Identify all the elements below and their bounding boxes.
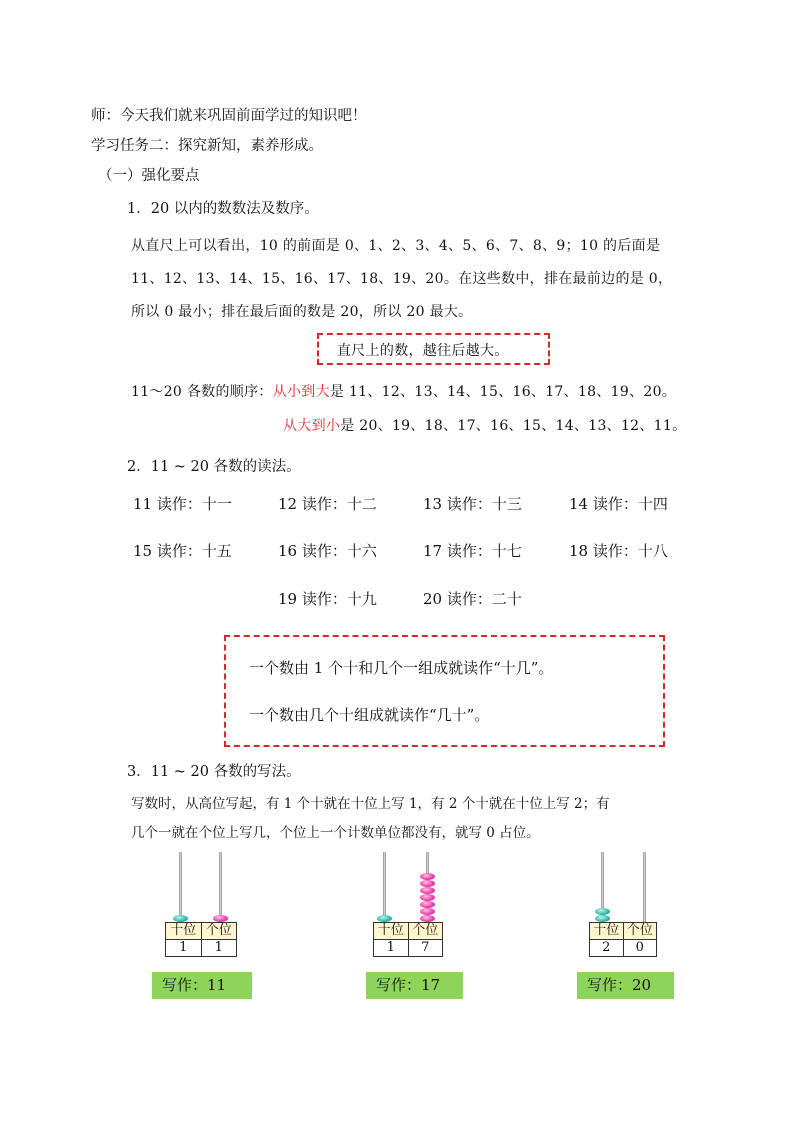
ones-bead (420, 887, 435, 894)
ones-header: 个位 (201, 923, 237, 940)
ones-rod (219, 852, 222, 922)
reading-rule-2: 一个数由几个十组成就读作“几十”。 (249, 706, 490, 724)
ones-rod (643, 852, 646, 922)
reading-18: 18 读作：十八 (569, 542, 668, 560)
order-ascending-line (131, 381, 676, 401)
reading-14: 14 读作：十四 (569, 495, 668, 513)
ones-header: 个位 (408, 923, 443, 940)
ascending-label: 从小到大 (272, 384, 330, 400)
ones-bead (420, 901, 435, 908)
tens-rod (383, 852, 386, 922)
item1-title: 1．20 以内的数数法及数序。 (127, 201, 319, 217)
written-label: 写作：17 (366, 972, 463, 999)
item1-para-line1: 从直尺上可以看出，10 的前面是 0、1、2、3、4、5、6、7、8、9；10 的后面是 (131, 238, 661, 254)
tens-bead (173, 915, 188, 922)
ones-bead (213, 915, 228, 922)
place-value-table (373, 922, 443, 957)
reading-19: 19 读作：十九 (278, 590, 377, 608)
section-heading: （一）强化要点 (98, 168, 200, 184)
ones-digit: 7 (408, 940, 443, 957)
ones-bead (420, 915, 435, 922)
item1-para-line3: 所以 0 最小；排在最后面的数是 20，所以 20 最大。 (131, 304, 473, 320)
ones-digit: 0 (623, 940, 657, 957)
tens-bead (377, 915, 392, 922)
tens-digit: 1 (166, 940, 202, 957)
item2-title: 2．11 ~ 20 各数的读法。 (127, 459, 301, 475)
written-label: 写作：20 (577, 972, 674, 999)
ones-header: 个位 (623, 923, 657, 940)
descending-sequence: 是 20、19、18、17、16、15、14、13、12、11。 (340, 418, 687, 434)
tens-bead (595, 908, 610, 915)
intro-text: 师：今天我们就来巩固前面学过的知识吧！ (91, 108, 367, 124)
ones-bead (420, 873, 435, 880)
order-descending-line (283, 415, 686, 435)
place-value-table (589, 922, 657, 957)
tens-bead (595, 915, 610, 922)
written-label: 写作：11 (152, 972, 252, 999)
reading-rule-1: 一个数由 1 个十和几个一组成就读作“十几”。 (249, 659, 554, 677)
reading-rule-box (224, 635, 665, 747)
item3-title: 3．11 ~ 20 各数的写法。 (127, 764, 301, 780)
reading-16: 16 读作：十六 (278, 542, 377, 560)
reading-17: 17 读作：十七 (423, 542, 522, 560)
tens-header: 十位 (374, 923, 409, 940)
item3-para-line1: 写数时，从高位写起，有 1 个十就在十位上写 1，有 2 个十就在十位上写 2；有 (131, 796, 610, 812)
place-value-table (165, 922, 237, 957)
tens-digit: 1 (374, 940, 409, 957)
tens-rod (179, 852, 182, 922)
ascending-sequence: 是 11、12、13、14、15、16、17、18、19、20。 (329, 384, 677, 400)
reading-12: 12 读作：十二 (278, 495, 377, 513)
ones-bead (420, 894, 435, 901)
ruler-rule-text: 直尺上的数，越往后越大。 (337, 343, 509, 359)
reading-20: 20 读作：二十 (423, 590, 522, 608)
ones-bead (420, 908, 435, 915)
ones-digit: 1 (201, 940, 237, 957)
item1-para-line2: 11、12、13、14、15、16、17、18、19、20。在这些数中，排在最前边的是 0， (131, 271, 673, 287)
task-heading: 学习任务二：探究新知，素养形成。 (91, 138, 323, 154)
ones-bead (420, 880, 435, 887)
tens-header: 十位 (166, 923, 202, 940)
item3-para-line2: 几个一就在个位上写几，个位上一个计数单位都没有，就写 0 占位。 (131, 825, 540, 841)
reading-11: 11 读作：十一 (133, 495, 232, 513)
reading-15: 15 读作：十五 (133, 542, 232, 560)
descending-label: 从大到小 (283, 418, 341, 434)
reading-13: 13 读作：十三 (423, 495, 522, 513)
tens-header: 十位 (590, 923, 624, 940)
tens-digit: 2 (590, 940, 624, 957)
order-prefix: 11～20 各数的顺序： (131, 384, 273, 400)
